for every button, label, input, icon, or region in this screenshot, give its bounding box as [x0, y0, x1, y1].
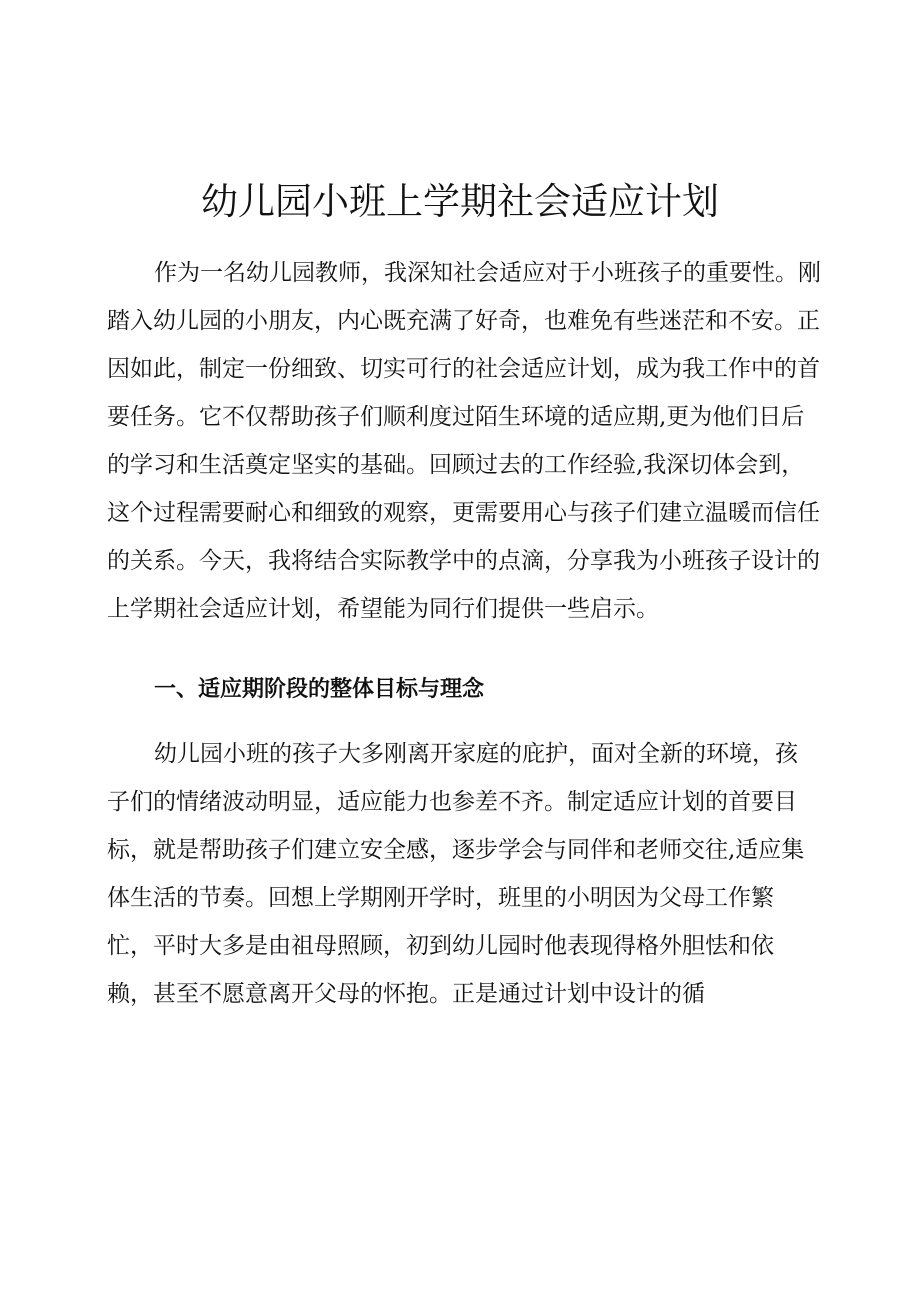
intro-line: 踏入幼儿园的小朋友，内心既充满了好奇，也难免有些迷茫和不安。正	[107, 308, 820, 334]
section1-line: 体生活的节奏。回想上学期刚开学时，班里的小明因为父母工作繁	[107, 885, 774, 911]
section1-line: 幼儿园小班的孩子大多刚离开家庭的庇护，面对全新的环境，孩	[154, 741, 798, 767]
section-heading: 一、适应期阶段的整体目标与理念	[154, 677, 485, 702]
intro-line: 上学期社会适应计划，希望能为同行们提供一些启示。	[107, 596, 659, 622]
intro-line: 作为一名幼儿园教师，我深知社会适应对于小班孩子的重要性。刚	[154, 260, 821, 286]
section1-line: 标，就是帮助孩子们建立安全感，逐步学会与同伴和老师交往,适应集	[107, 837, 805, 863]
intro-line: 要任务。它不仅帮助孩子们顺利度过陌生环境的适应期,更为他们日后	[107, 404, 805, 430]
section1-line: 忙，平时大多是由祖母照顾，初到幼儿园时他表现得格外胆怯和依	[107, 933, 774, 959]
document-title: 幼儿园小班上学期社会适应计划	[201, 180, 719, 223]
intro-line: 的关系。今天，我将结合实际教学中的点滴，分享我为小班孩子设计的	[107, 548, 820, 574]
section1-line: 赖，甚至不愿意离开父母的怀抱。正是通过计划中设计的循	[107, 981, 705, 1007]
intro-line: 因如此，制定一份细致、切实可行的社会适应计划，成为我工作中的首	[107, 356, 820, 382]
section1-line: 子们的情绪波动明显，适应能力也参差不齐。制定适应计划的首要目	[107, 789, 797, 815]
intro-line: 的学习和生活奠定坚实的基础。回顾过去的工作经验,我深切体会到，	[107, 452, 805, 478]
intro-line: 这个过程需要耐心和细致的观察，更需要用心与孩子们建立温暖而信任	[107, 500, 820, 526]
